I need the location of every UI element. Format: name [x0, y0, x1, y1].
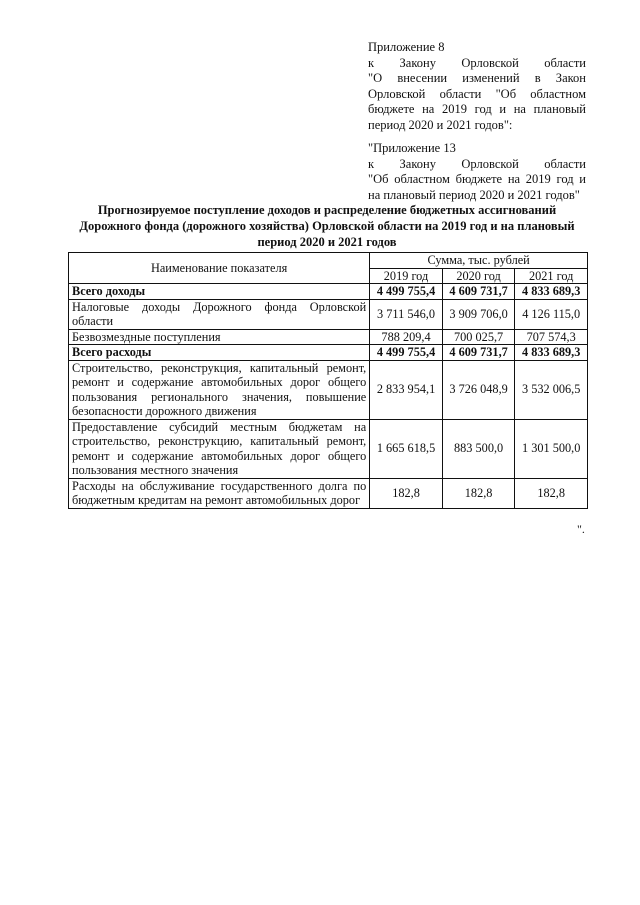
row-value-2020: 883 500,0 [442, 419, 515, 478]
row-value-2021: 707 574,3 [515, 329, 588, 345]
row-name: Предоставление субсидий местным бюджетам на строительство, реконструкцию, капитальный ремонт, ремонт и содержание автомобильных дорог общего пользования местного значения [69, 419, 370, 478]
closing-quote-mark: ". [577, 522, 585, 536]
annex-8-line2 [368, 56, 586, 72]
row-value-2020: 4 609 731,7 [442, 284, 515, 300]
table-row [69, 299, 588, 329]
table-header-row [69, 253, 588, 269]
title-line: Прогнозируемое поступление доходов и распределение бюджетных ассигнований [97, 203, 557, 217]
annex-8-line4: Орловской области "Об областном [368, 86, 586, 101]
annex-8-line5: бюджете на 2019 год и на плановый [368, 102, 586, 116]
annex-13-line1: "Приложение 13 [368, 141, 456, 155]
table-row-total-expenses [69, 345, 588, 361]
row-value-2020: 182,8 [442, 478, 515, 508]
row-value-2020: 3 726 048,9 [442, 360, 515, 419]
annex-8-line6: период 2020 и 2021 годов": [368, 117, 513, 132]
row-value-2019: 1 665 618,5 [370, 419, 443, 478]
budget-table [68, 252, 588, 509]
annex-13-line4: на плановый период 2020 и 2021 годов" [368, 187, 580, 202]
row-name: Всего расходы [69, 345, 370, 361]
row-value-2019: 4 499 755,4 [370, 345, 443, 361]
annex-13-word: к [368, 156, 375, 171]
header-sum: Сумма, тыс. рублей [370, 253, 588, 269]
annex-13-line2 [368, 157, 586, 173]
row-value-2020: 4 609 731,7 [442, 345, 515, 361]
annex-8-word: Закону [399, 55, 436, 70]
header-year: 2021 год [515, 268, 588, 284]
row-value-2019: 2 833 954,1 [370, 360, 443, 419]
annex-13-line3: "Об областном бюджете на 2019 год и [368, 172, 586, 186]
row-value-2020: 3 909 706,0 [442, 299, 515, 329]
row-value-2021: 3 532 006,5 [515, 360, 588, 419]
title-line: период 2020 и 2021 годов [257, 235, 397, 249]
document-title [64, 202, 590, 250]
annex-13-word: области [544, 156, 586, 171]
annex-13-word: Закону [399, 156, 436, 171]
row-value-2021: 1 301 500,0 [515, 419, 588, 478]
row-value-2019: 182,8 [370, 478, 443, 508]
row-value-2021: 182,8 [515, 478, 588, 508]
row-value-2020: 700 025,7 [442, 329, 515, 345]
annex-8-line3: "О внесении изменений в Закон [368, 71, 586, 85]
row-value-2021: 4 126 115,0 [515, 299, 588, 329]
table-row [69, 329, 588, 345]
annex-13-word: Орловской [461, 156, 519, 171]
annex-8-word: области [544, 55, 586, 70]
row-value-2021: 4 833 689,3 [515, 345, 588, 361]
table-row [69, 419, 588, 478]
row-name: Расходы на обслуживание государственного долга по бюджетным кредитам на ремонт автомобильных дорог [69, 478, 370, 508]
row-value-2019: 3 711 546,0 [370, 299, 443, 329]
header-indicator-name: Наименование показателя [69, 253, 370, 284]
row-name: Всего доходы [69, 284, 370, 300]
table-row [69, 360, 588, 419]
annex-8-word: Орловской [461, 55, 519, 70]
header-year: 2019 год [370, 268, 443, 284]
header-year: 2020 год [442, 268, 515, 284]
row-name: Налоговые доходы Дорожного фонда Орловской области [69, 299, 370, 329]
annex-header [368, 40, 586, 203]
row-value-2019: 4 499 755,4 [370, 284, 443, 300]
table-row [69, 478, 588, 508]
row-value-2021: 4 833 689,3 [515, 284, 588, 300]
row-value-2019: 788 209,4 [370, 329, 443, 345]
table-row-total-income [69, 284, 588, 300]
title-line: Дорожного фонда (дорожного хозяйства) Орловской области на 2019 год и на плановый [79, 219, 575, 233]
annex-8-line1: Приложение 8 [368, 40, 445, 54]
row-name: Строительство, реконструкция, капитальный ремонт, ремонт и содержание автомобильных дорог общего пользования регионального значения, повышение безопасности дорожного движения [69, 360, 370, 419]
annex-8-word: к [368, 55, 375, 70]
row-name: Безвозмездные поступления [69, 329, 370, 345]
